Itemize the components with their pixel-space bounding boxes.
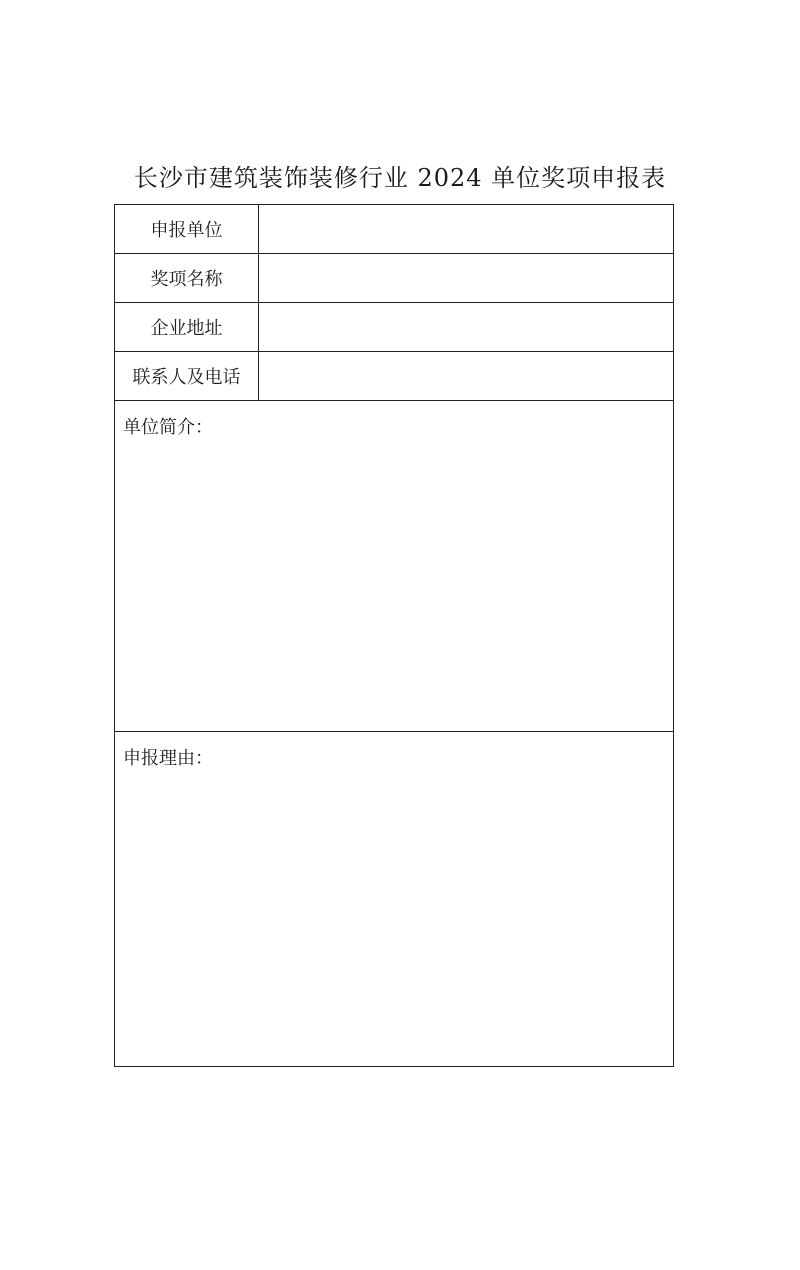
form-row-applicant <box>115 205 673 254</box>
applicant-field[interactable] <box>259 205 673 253</box>
form-row-award-name <box>115 254 673 303</box>
company-intro-label: 单位简介： <box>123 417 213 438</box>
address-field[interactable] <box>259 303 673 351</box>
application-form-table <box>114 204 674 1067</box>
application-reason-label: 申报理由： <box>123 748 213 769</box>
company-intro-area[interactable] <box>115 401 673 732</box>
award-name-field[interactable] <box>259 254 673 302</box>
applicant-label: 申报单位 <box>115 205 259 253</box>
form-title: 长沙市建筑装饰装修行业 2024 单位奖项申报表 <box>133 164 667 192</box>
contact-label: 联系人及电话 <box>115 352 259 400</box>
form-row-address <box>115 303 673 352</box>
form-row-contact <box>115 352 673 401</box>
contact-field[interactable] <box>259 352 673 400</box>
address-label: 企业地址 <box>115 303 259 351</box>
award-name-label: 奖项名称 <box>115 254 259 302</box>
application-reason-area[interactable] <box>115 732 673 1066</box>
